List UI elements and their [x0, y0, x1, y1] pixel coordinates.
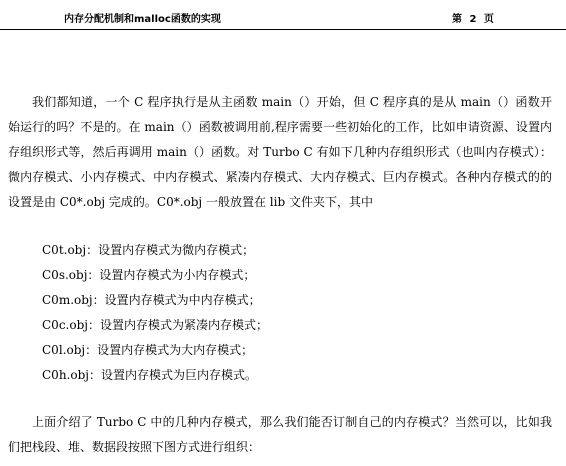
page-header [0, 0, 566, 30]
list-item: C0h.obj：设置内存模式为巨内存模式。 [42, 368, 257, 382]
list-item: C0c.obj：设置内存模式为紧凑内存模式； [42, 318, 268, 332]
paragraph-custom-model: 上面介绍了 Turbo C 中的几种内存模式，那么我们能否订制自己的内存模式？当然可以，比如我们把栈段、堆、数据段按照下图方式进行组织： [8, 415, 552, 454]
header-title: 内存分配机制和malloc函数的实现 [64, 14, 221, 25]
memory-model-list [42, 238, 268, 388]
list-item: C0l.obj：设置内存模式为大内存模式； [42, 343, 254, 357]
list-item: C0m.obj：设置内存模式为中内存模式； [42, 293, 261, 307]
paragraph-intro: 我们都知道，一个 C 程序执行是从主函数 main（）开始，但 C 程序真的是从 main（）函数开始运行的吗？不是的。在 main（）函数被调用前,程序需要一些初始化的工作，比如申请资源、设置内存组织形式等，然后再调用 main（）函数。对 Turbo C 有如下几种内存组织形式（也叫内存模式）：微内存模式、小内存模式、中内存模式、紧凑内存模式、大内存模式、巨内存模式。各种内存模式的的设置是由 C0*.obj 完成的。C0*.obj 一般放置在 lib 文件夹下，其中 [8, 95, 552, 209]
page-number: 第 2 页 [452, 14, 496, 25]
list-item: C0s.obj：设置内存模式为小内存模式； [42, 268, 256, 282]
list-item: C0t.obj：设置内存模式为微内存模式； [42, 243, 255, 257]
